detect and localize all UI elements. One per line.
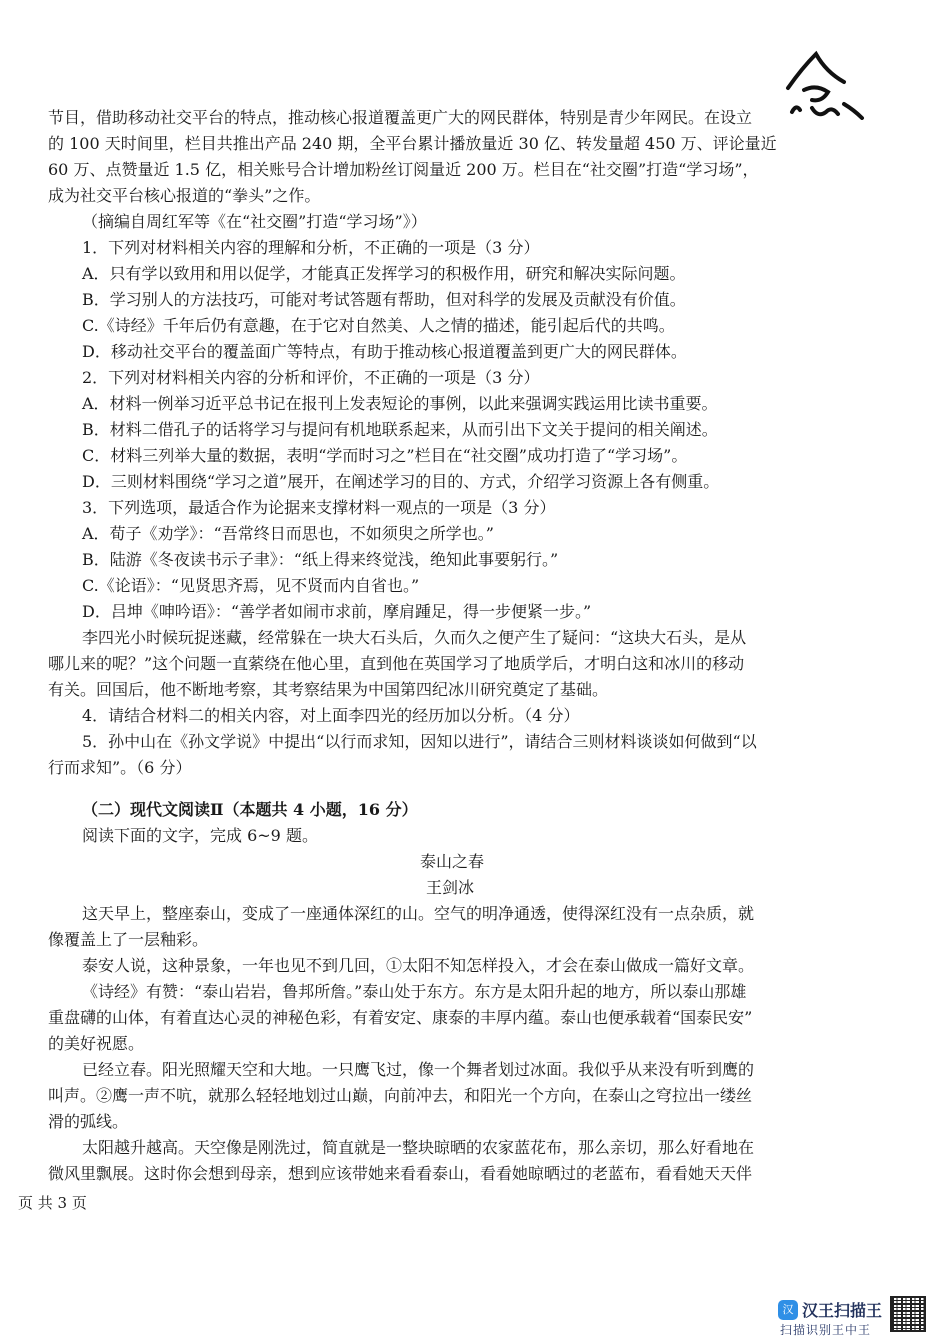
material-line: 成为社交平台核心报道的“拳头”之作。 [48,186,321,205]
material-line: 节目，借助移动社交平台的特点，推动核心报道覆盖更广大的网民群体，特别是青少年网民。在设立 [48,108,753,127]
option-2d: D．三则材料围绕“学习之道”展开，在阐述学习的目的、方式，介绍学习资源上各有侧重。 [82,472,720,491]
article-line: 已经立春。阳光照耀天空和大地。一只鹰飞过，像一个舞者划过冰面。我似乎从来没有听到鹰的 [82,1060,755,1079]
material-line: 60 万、点赞量近 1.5 亿，相关账号合计增加粉丝订阅量近 200 万。栏目在“社交圈”打造“学习场”， [48,160,759,179]
article-line: 《诗经》有赞：“泰山岩岩，鲁邦所詹。”泰山处于东方。东方是太阳升起的地方，所以泰山那雄 [82,982,747,1001]
story-line: 李四光小时候玩捉迷藏，经常躲在一块大石头后，久而久之便产生了疑问：“这块大石头，是从 [82,628,747,647]
page-footer: 页 共 3 页 [18,1194,87,1212]
option-1c: C.《诗经》千年后仍有意趣，在于它对自然美、人之情的描述，能引起后代的共鸣。 [82,316,675,335]
question-5-cont: 行而求知”。（6 分） [48,758,192,777]
watermark-subtitle: 扫描识别王中王 [780,1323,872,1337]
question-4: 4．请结合材料二的相关内容，对上面李四光的经历加以分析。（4 分） [82,706,580,725]
article-line: 滑的弧线。 [48,1112,129,1131]
option-1d: D．移动社交平台的覆盖面广等特点，有助于推动核心报道覆盖到更广大的网民群体。 [82,342,687,361]
article-line: 像覆盖上了一层釉彩。 [48,930,209,949]
question-5: 5．孙中山在《孙文学说》中提出“以行而求知，因知以进行”，请结合三则材料谈谈如何做到“以 [82,732,757,751]
question-3: 3．下列选项，最适合作为论据来支撑材料一观点的一项是（3 分） [82,498,556,517]
option-2a: A．材料一例举习近平总书记在报刊上发表短论的事例，以此来强调实践运用比读书重要。 [82,394,718,413]
option-3b: B．陆游《冬夜读书示子聿》：“纸上得来终觉浅，绝知此事要躬行。” [82,550,559,569]
question-1: 1．下列对材料相关内容的理解和分析，不正确的一项是（3 分） [82,238,540,257]
question-2: 2．下列对材料相关内容的分析和评价，不正确的一项是（3 分） [82,368,540,387]
option-1a: A．只有学以致用和用以促学，才能真正发挥学习的积极作用，研究和解决实际问题。 [82,264,686,283]
article-line: 的美好祝愿。 [48,1034,145,1053]
scanner-watermark [774,1296,934,1338]
article-line: 泰安人说，这种景象，一年也见不到几回，①太阳不知怎样投入，才会在泰山做成一篇好文章。 [82,956,755,975]
story-line: 哪儿来的呢？”这个问题一直萦绕在他心里，直到他在英国学习了地质学后，才明白这和冰川的移动 [48,654,745,673]
instruction: 阅读下面的文字，完成 6~9 题。 [82,826,318,845]
material-source: （摘编自周红军等《在“社交圈”打造“学习场”》） [82,212,427,231]
article-author: 王剑冰 [426,878,475,897]
qr-code-icon [890,1296,926,1332]
option-2c: C．材料三列举大量的数据，表明“学而时习之”栏目在“社交圈”成功打造了“学习场”。 [82,446,688,465]
article-line: 这天早上，整座泰山，变成了一座通体深红的山。空气的明净通透，使得深红没有一点杂质，就 [82,904,755,923]
article-line: 微风里飘展。这时你会想到母亲，想到应该带她来看看泰山，看看她晾晒过的老蓝布，看看她天天伴 [48,1164,753,1183]
section-heading: （二）现代文阅读Ⅱ（本题共 4 小题，16 分） [82,800,418,819]
story-line: 有关。回国后，他不断地考察，其考察结果为中国第四纪冰川研究奠定了基础。 [48,680,609,699]
article-line: 叫声。②鹰一声不吭，就那么轻轻地划过山巅，向前冲去，和阳光一个方向，在泰山之穹拉出一缕丝 [48,1086,753,1105]
option-1b: B．学习别人的方法技巧，可能对考试答题有帮助，但对科学的发展及贡献没有价值。 [82,290,686,309]
handwritten-character-icon [782,48,872,120]
article-line: 太阳越升越高。天空像是刚洗过，简直就是一整块晾晒的农家蓝花布，那么亲切，那么好看地在 [82,1138,755,1157]
option-3a: A．荀子《劝学》：“吾常终日而思也，不如须臾之所学也。” [82,524,494,543]
article-line: 重盘礴的山体，有着直达心灵的神秘色彩，有着安定、康泰的丰厚内蕴。泰山也便承载着“国泰民安” [48,1008,753,1027]
scanner-logo-icon: 汉 [778,1300,798,1320]
option-2b: B．材料二借孔子的话将学习与提问有机地联系起来，从而引出下文关于提问的相关阐述。 [82,420,718,439]
material-line: 的 100 天时间里，栏目共推出产品 240 期，全平台累计播放量近 30 亿、转发量超 450 万、评论量近 [48,134,777,153]
option-3d: D．吕坤《呻吟语》：“善学者如闹市求前，摩肩踵足，得一步便紧一步。” [82,602,592,621]
watermark-title: 汉王扫描王 [802,1301,883,1320]
article-title: 泰山之春 [420,852,485,871]
option-3c: C.《论语》：“见贤思齐焉，见不贤而内自省也。” [82,576,420,595]
